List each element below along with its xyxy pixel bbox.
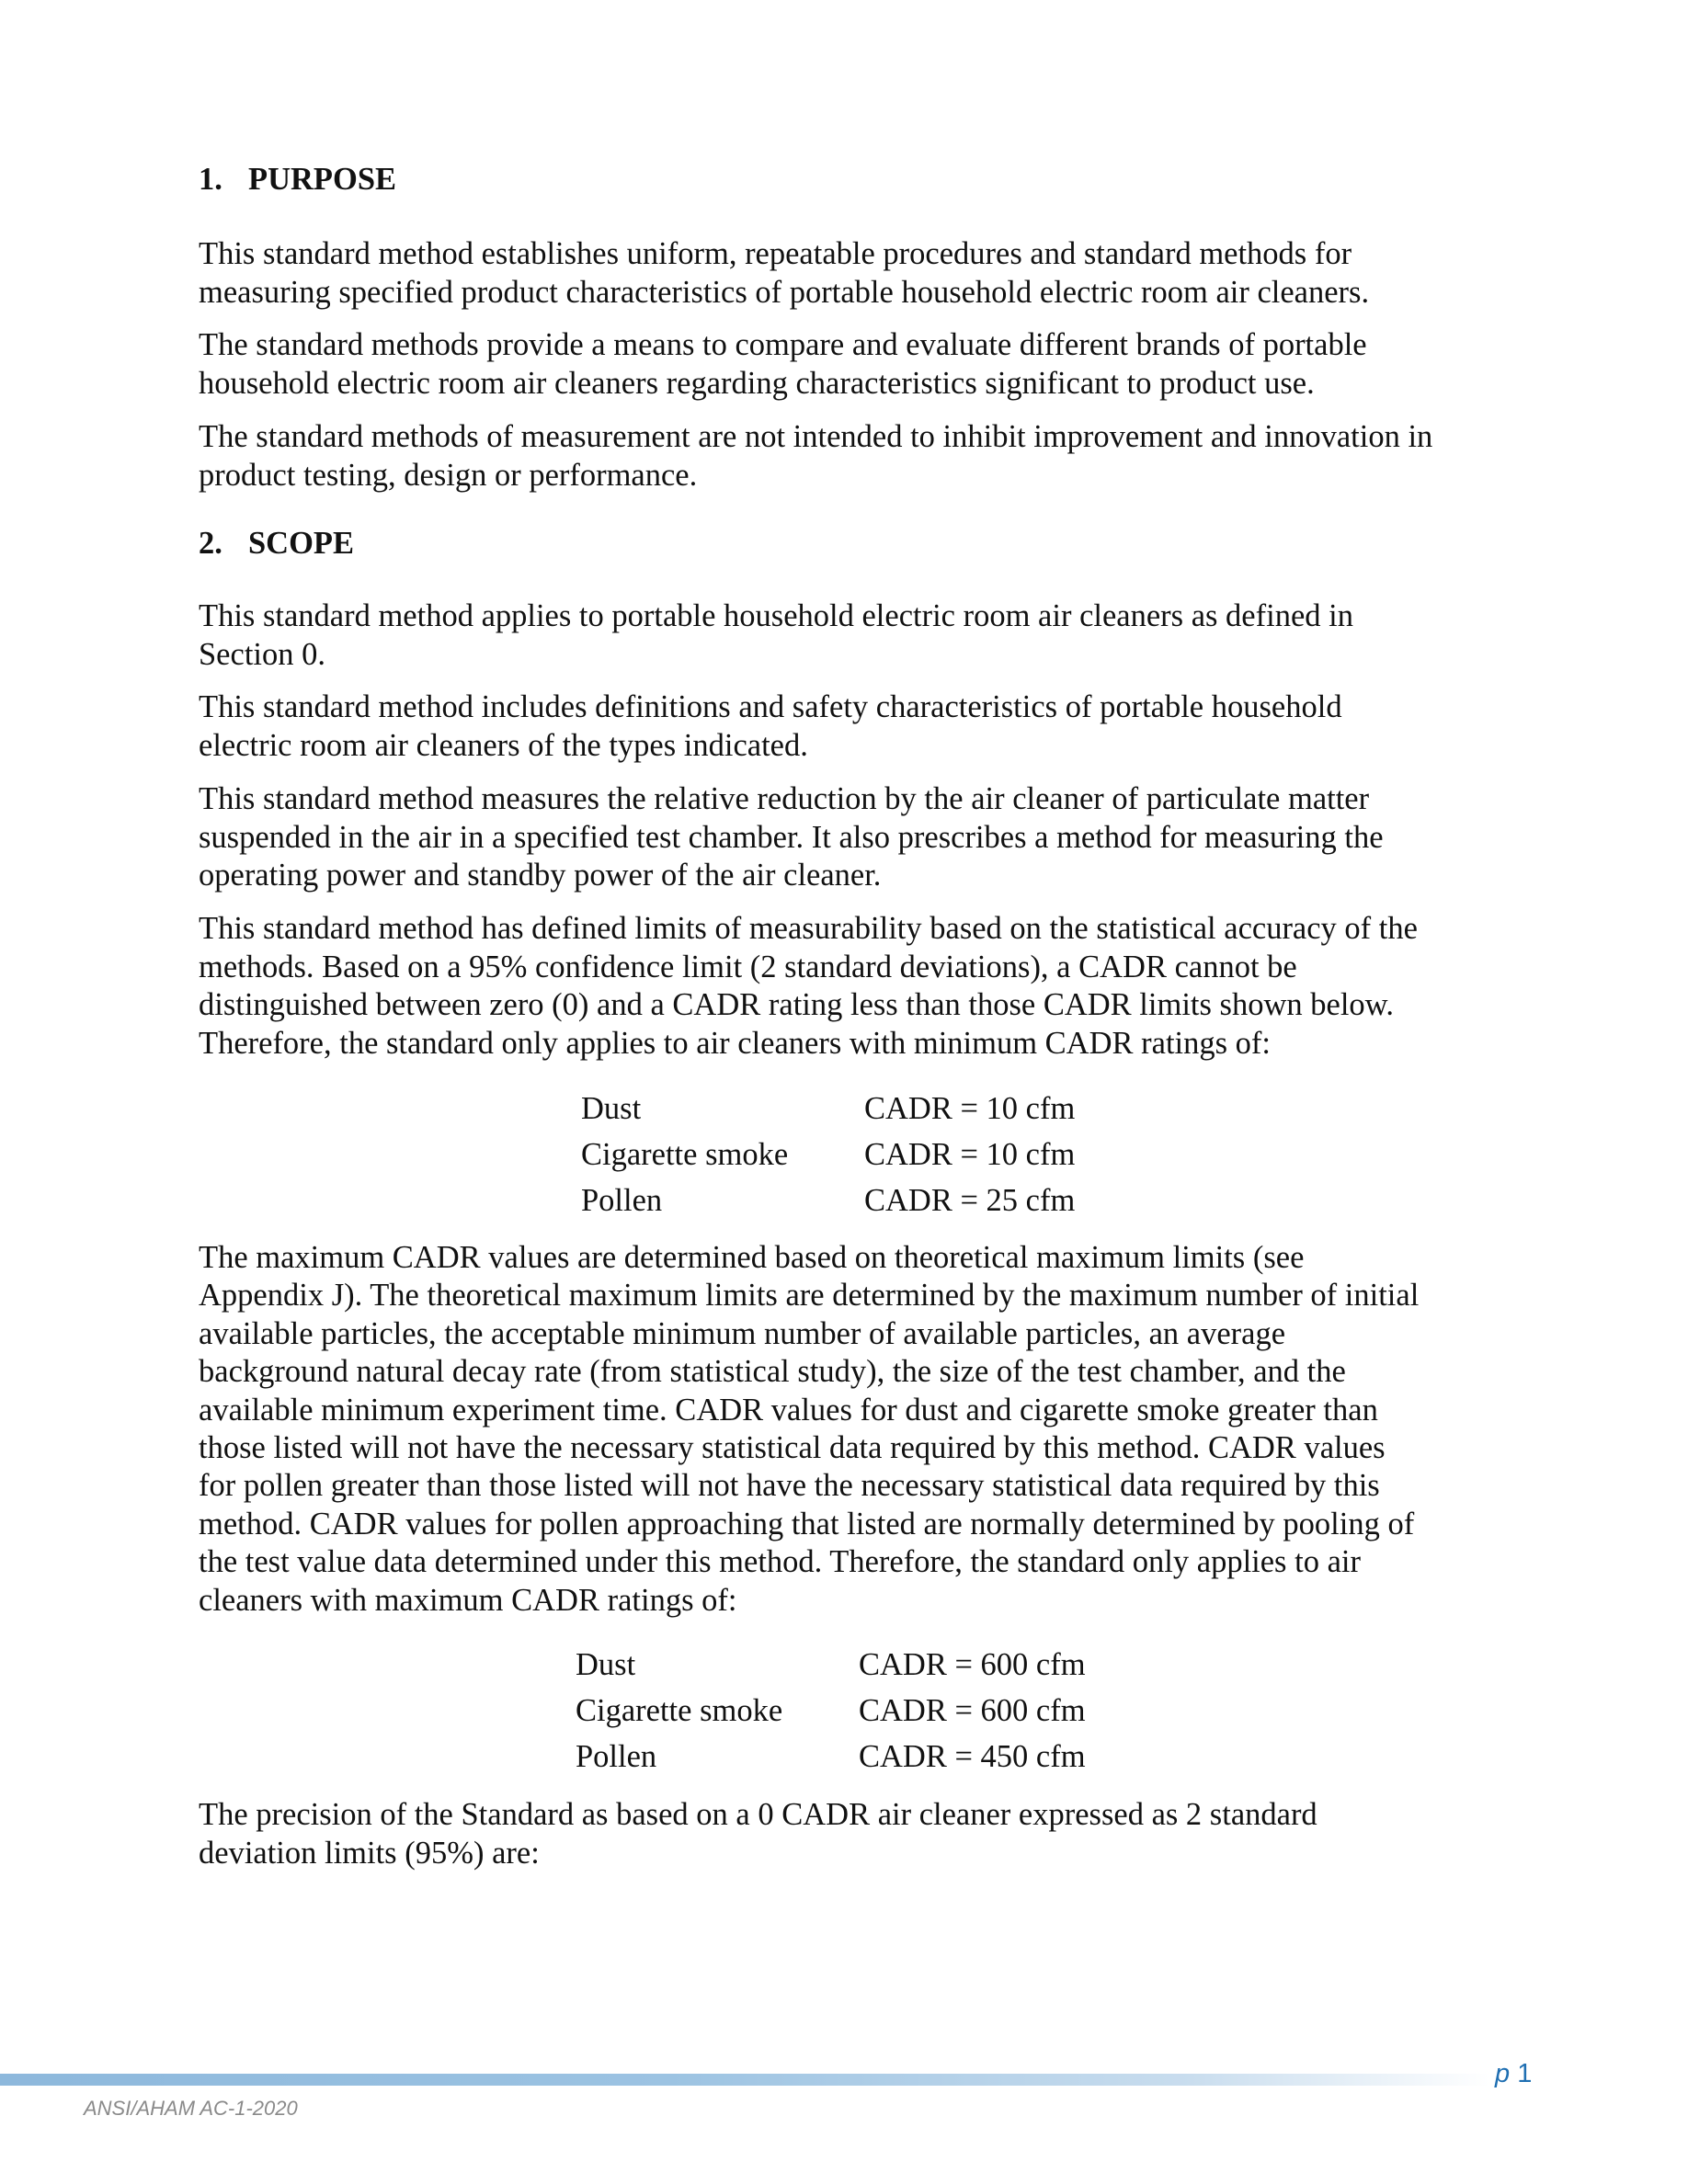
table-cell-item: Pollen [576, 1739, 657, 1774]
text-line: for pollen greater than those listed will not have the necessary statistical data required by this [199, 1468, 1380, 1504]
table-row [581, 1137, 1133, 1176]
text-line: The standard methods provide a means to compare and evaluate different brands of portable [199, 327, 1367, 362]
text-line: The maximum CADR values are determined based on theoretical maximum limits (see [199, 1240, 1305, 1275]
text-line: method. CADR values for pollen approaching that listed are normally determined by pooling of [199, 1506, 1415, 1541]
section-title: SCOPE [248, 526, 355, 561]
text-line: the test value data determined under this method. Therefore, the standard only applies to air [199, 1544, 1361, 1580]
table-cell-value: CADR = 600 cfm [859, 1693, 1086, 1728]
min-cadr-table [581, 1091, 1133, 1229]
text-line: electric room air cleaners of the types indicated. [199, 727, 808, 763]
text-line: deviation limits (95%) are: [199, 1835, 540, 1871]
table-cell-value: CADR = 25 cfm [864, 1183, 1076, 1218]
text-line: background natural decay rate (from statistical study), the size of the test chamber, and the [199, 1354, 1346, 1390]
text-line: available particles, the acceptable minimum number of available particles, an average [199, 1315, 1286, 1351]
table-cell-item: Cigarette smoke [576, 1693, 783, 1728]
text-line: Appendix J). The theoretical maximum limits are determined by the maximum number of initial [199, 1278, 1420, 1314]
text-line: measuring specified product characteristics of portable household electric room air cleaners. [199, 274, 1370, 310]
text-line: This standard method measures the relative reduction by the air cleaner of particulate matter [199, 781, 1370, 816]
text-line: Therefore, the standard only applies to air cleaners with minimum CADR ratings of: [199, 1025, 1271, 1061]
text-line: methods. Based on a 95% confidence limit (2 standard deviations), a CADR cannot be [199, 949, 1297, 984]
text-line: This standard method establishes uniform, repeatable procedures and standard methods for [199, 236, 1352, 271]
paragraph [199, 597, 1353, 674]
paragraph [199, 688, 1342, 765]
text-line: Section 0. [199, 636, 325, 672]
table-row [581, 1091, 1133, 1130]
page-number-value: 1 [1517, 2059, 1533, 2088]
text-line: This standard method applies to portable household electric room air cleaners as defined in [199, 598, 1353, 633]
section-heading-scope [199, 526, 354, 566]
paragraph [199, 326, 1367, 403]
footer-rule [0, 2074, 1489, 2086]
paragraph [199, 910, 1418, 1063]
section-number: 1. [199, 162, 222, 197]
table-cell-value: CADR = 10 cfm [864, 1091, 1076, 1126]
text-line: cleaners with maximum CADR ratings of: [199, 1582, 737, 1618]
table-cell-value: CADR = 10 cfm [864, 1137, 1076, 1172]
section-number: 2. [199, 526, 222, 561]
paragraph [199, 1239, 1419, 1620]
max-cadr-table [576, 1647, 1146, 1785]
text-line: The standard methods of measurement are not intended to inhibit improvement and innovation in [199, 419, 1433, 454]
text-line: those listed will not have the necessary statistical data required by this method. CADR values [199, 1430, 1386, 1466]
table-cell-item: Pollen [581, 1183, 663, 1218]
text-line: This standard method includes definitions and safety characteristics of portable household [199, 689, 1342, 724]
text-line: household electric room air cleaners regarding characteristics significant to product use. [199, 365, 1315, 401]
text-line: suspended in the air in a specified test chamber. It also prescribes a method for measuring the [199, 819, 1384, 855]
text-line: product testing, design or performance. [199, 457, 698, 493]
table-row [581, 1183, 1133, 1222]
table-cell-value: CADR = 600 cfm [859, 1647, 1086, 1682]
text-line: This standard method has defined limits of measurability based on the statistical accuracy of the [199, 911, 1418, 946]
paragraph [199, 1796, 1317, 1872]
text-line: available minimum experiment time. CADR values for dust and cigarette smoke greater than [199, 1392, 1378, 1428]
table-cell-item: Dust [576, 1647, 636, 1682]
document-id: ANSI/AHAM AC-1-2020 [84, 2097, 298, 2120]
table-row [576, 1647, 1146, 1686]
page-number [1495, 2059, 1532, 2089]
table-cell-item: Dust [581, 1091, 642, 1126]
page-prefix: p [1495, 2059, 1511, 2088]
paragraph [199, 235, 1369, 312]
text-line: operating power and standby power of the air cleaner. [199, 858, 882, 893]
table-row [576, 1693, 1146, 1732]
section-title: PURPOSE [248, 162, 397, 197]
table-row [576, 1739, 1146, 1778]
table-cell-value: CADR = 450 cfm [859, 1739, 1086, 1774]
table-cell-item: Cigarette smoke [581, 1137, 789, 1172]
text-line: The precision of the Standard as based on a 0 CADR air cleaner expressed as 2 standard [199, 1797, 1317, 1832]
paragraph [199, 418, 1432, 495]
paragraph [199, 780, 1384, 895]
text-line: distinguished between zero (0) and a CADR rating less than those CADR limits shown below. [199, 987, 1394, 1022]
section-heading-purpose [199, 162, 396, 202]
